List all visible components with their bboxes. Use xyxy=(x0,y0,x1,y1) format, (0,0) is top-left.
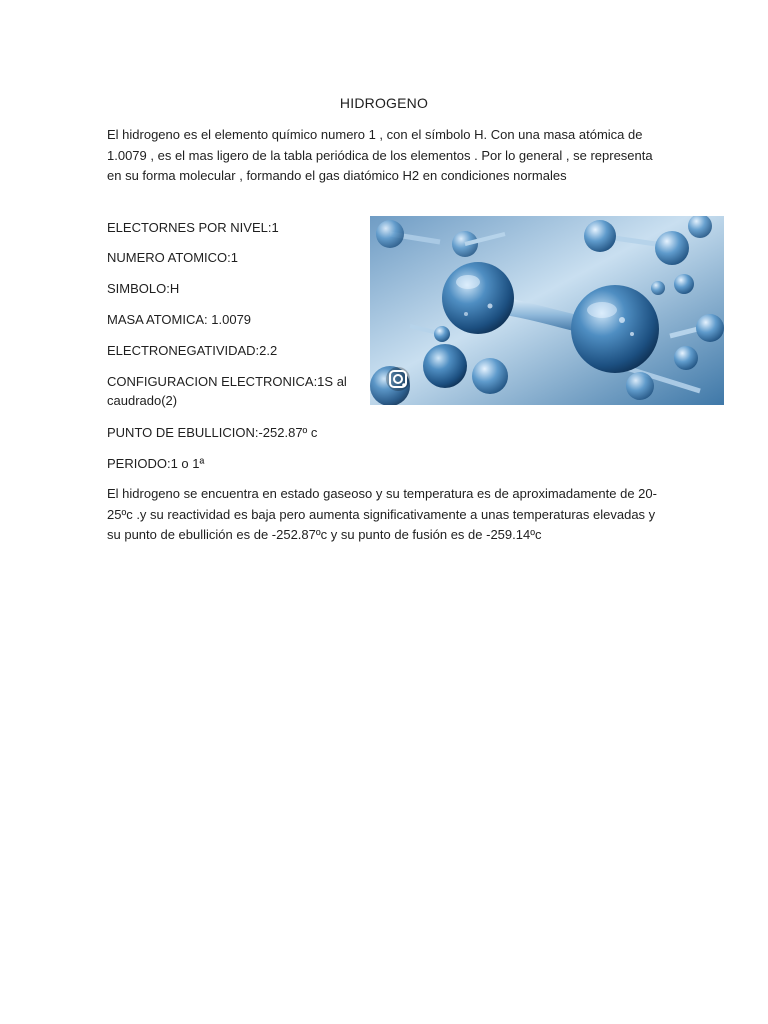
property-atomic-mass: MASA ATOMICA: 1.0079 xyxy=(107,312,252,327)
property-atomic-number: NUMERO ATOMICO:1 xyxy=(107,250,238,265)
document-title: HIDROGENO xyxy=(339,95,429,111)
lens-search-icon[interactable] xyxy=(386,367,410,391)
property-electron-configuration: CONFIGURACION ELECTRONICA:1S al caudrado(2) xyxy=(107,374,347,408)
property-electronegativity: ELECTRONEGATIVIDAD:2.2 xyxy=(107,343,278,358)
hydrogen-molecule-image xyxy=(370,216,724,405)
property-period: PERIODO:1 o 1ª xyxy=(107,456,205,471)
property-boiling-point: PUNTO DE EBULLICION:-252.87º c xyxy=(107,425,318,440)
property-electrons-per-level: ELECTORNES POR NIVEL:1 xyxy=(107,220,279,235)
property-symbol: SIMBOLO:H xyxy=(107,281,180,296)
intro-paragraph: El hidrogeno es el elemento químico numero 1 , con el símbolo H. Con una masa atómica de 1.0079 , es el mas ligero de la tabla periódica de los elementos . Por lo general , se representa en su forma molecular , formando el gas diatómico H2 en condiciones normales xyxy=(107,127,653,183)
closing-paragraph: El hidrogeno se encuentra en estado gaseoso y su temperatura es de aproximadamente de 20-25ºc .y su reactividad es baja pero aumenta significativamente a unas temperaturas elevadas y su punto de ebullición es de -252.87ºc y su punto de fusión es de -259.14ºc xyxy=(107,486,657,542)
hydrogen-molecule-illustration xyxy=(370,216,724,405)
